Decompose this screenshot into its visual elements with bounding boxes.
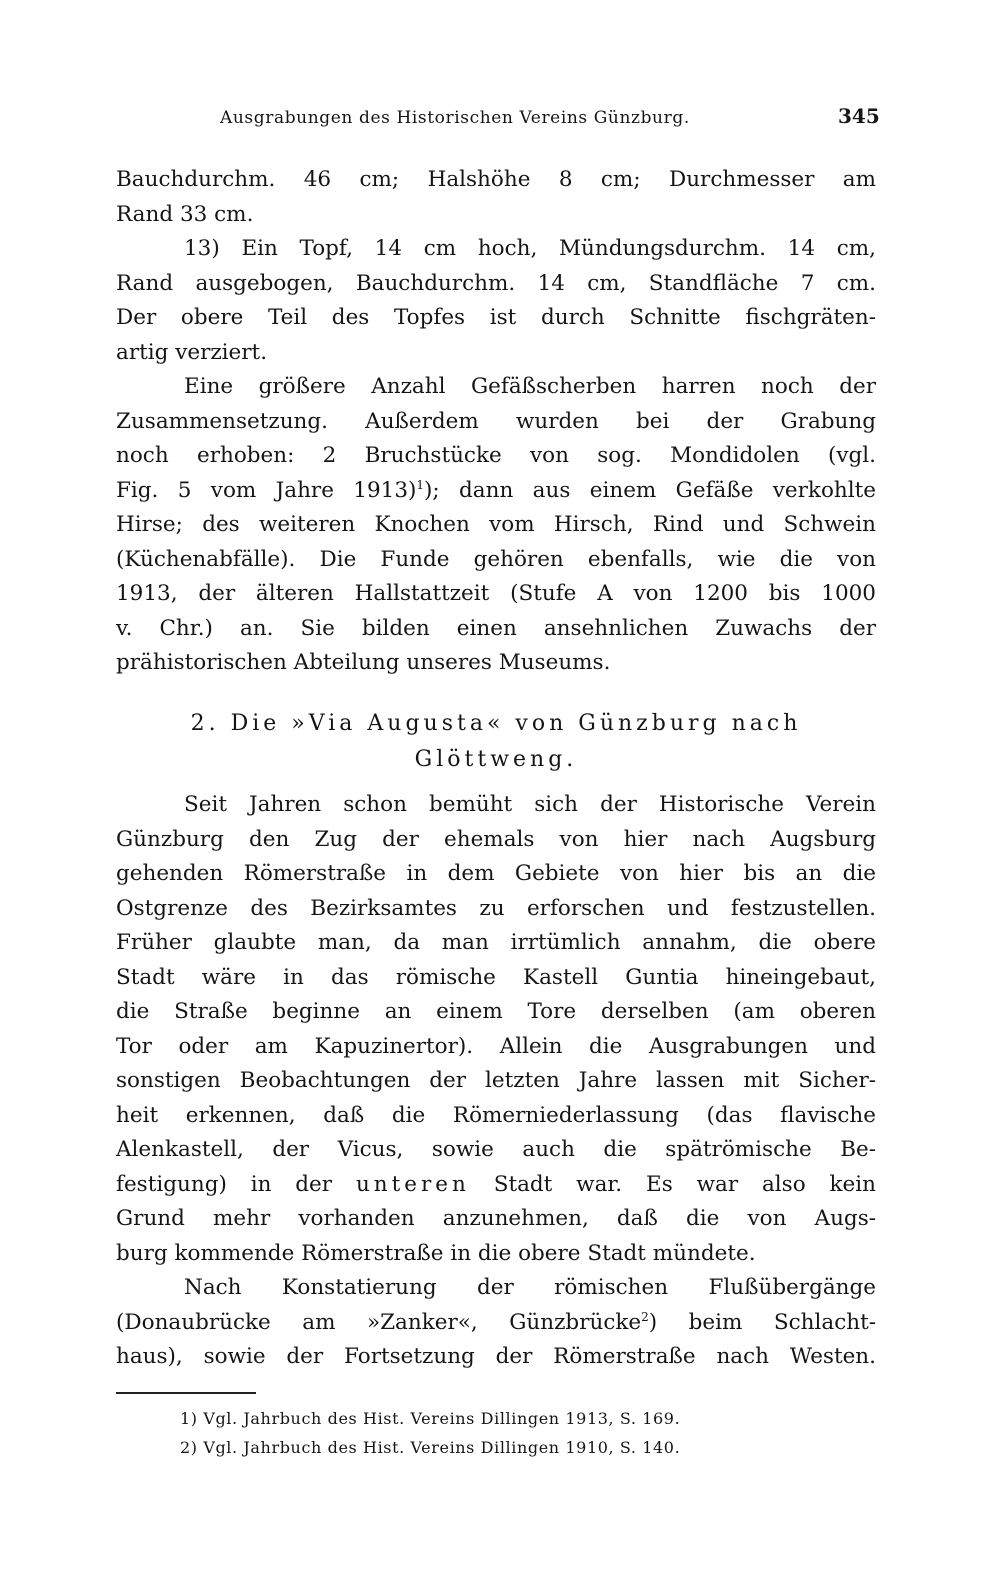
footnote-1: [180, 1404, 840, 1433]
footnote-text: Vgl. Jahrbuch des Hist. Vereins Dillingen 1910, S. 140.: [203, 1438, 681, 1457]
text-line: Stadt wäre in das römische Kastell Guntia hineingebaut,: [116, 964, 876, 990]
text-line: heit erkennen, daß die Römerniederlassung (das flavische: [116, 1102, 876, 1128]
heading-line-1: 2. Die »Via Augusta« von Günzburg nach: [190, 711, 802, 736]
text-segment: (Donaubrücke am »Zanker«, Günzbrücke: [116, 1309, 642, 1335]
text-line: noch erhoben: 2 Bruchstücke von sog. Mondidolen (vgl.: [116, 443, 876, 468]
text-line: gehenden Römerstraße in dem Gebiete von hier bis an die: [116, 861, 876, 886]
text-line: Früher glaubte man, da man irrtümlich annahm, die obere: [116, 930, 876, 955]
footnote-ref-1: 1: [416, 477, 425, 492]
text-line: Eine größere Anzahl Gefäßscherben harren noch der: [184, 374, 876, 399]
text-line: Zusammensetzung. Außerdem wurden bei der Grabung: [116, 408, 876, 434]
spaced-emphasis: unteren: [355, 1171, 470, 1197]
section-heading: [116, 706, 876, 778]
running-title: Ausgrabungen des Historischen Vereins Günzburg.: [220, 108, 690, 128]
text-line: die Straße beginne an einem Tore derselben (am oberen: [116, 999, 876, 1024]
text-line: Grund mehr vorhanden anzunehmen, daß die von Augs-: [116, 1206, 876, 1231]
footnote-mark: 2): [180, 1438, 198, 1457]
text-line: v. Chr.) an. Sie bilden einen ansehnlichen Zuwachs der: [116, 615, 876, 641]
section-continuation: [116, 163, 876, 681]
footnote-text: Vgl. Jahrbuch des Hist. Vereins Dillingen 1913, S. 169.: [203, 1409, 681, 1428]
text-segment: Fig. 5 vom Jahre 1913): [116, 477, 417, 503]
footnote-2: [180, 1433, 840, 1462]
section-via-augusta: [116, 788, 876, 1375]
footnote-rule: [116, 1392, 256, 1394]
text-segment: festigung) in der: [116, 1171, 356, 1197]
text-segment: Stadt war. Es war also kein: [469, 1171, 876, 1197]
footnote-mark: 1): [180, 1409, 198, 1428]
text-line: Tor oder am Kapuzinertor). Allein die Ausgrabungen und: [116, 1033, 876, 1059]
text-segment: ) beim Schlacht-: [648, 1309, 877, 1335]
text-line: Rand ausgebogen, Bauchdurchm. 14 cm, Standfläche 7 cm.: [116, 270, 876, 296]
text-line: Bauchdurchm. 46 cm; Halshöhe 8 cm; Durchmesser am: [116, 167, 876, 192]
text-line: (Küchenabfälle). Die Funde gehören ebenfalls, wie die von: [116, 546, 876, 572]
text-line: Der obere Teil des Topfes ist durch Schnitte fischgräten-: [116, 305, 876, 330]
text-line: haus), sowie der Fortsetzung der Römerstraße nach Westen.: [116, 1344, 876, 1369]
text-line: Nach Konstatierung der römischen Flußübergänge: [184, 1275, 876, 1300]
text-line-with-footnote: [116, 1306, 876, 1341]
footnote-ref-2: 2: [641, 1309, 649, 1324]
text-segment: ); dann aus einem Gefäße verkohlte: [424, 477, 876, 503]
text-line: Rand 33 cm.: [116, 201, 254, 227]
footnotes: [180, 1404, 840, 1462]
text-line: Hirse; des weiteren Knochen vom Hirsch, Rind und Schwein: [116, 512, 876, 537]
heading-line-2: Glöttweng.: [414, 747, 578, 772]
text-line: Alenkastell, der Vicus, sowie auch die spätrömische Be-: [116, 1137, 876, 1162]
page-number: 345: [838, 104, 880, 128]
text-line: sonstigen Beobachtungen der letzten Jahre lassen mit Sicher-: [116, 1068, 876, 1093]
text-line: prähistorischen Abteilung unseres Museums.: [116, 650, 611, 675]
text-line: artig verziert.: [116, 339, 268, 365]
text-line: 1913, der älteren Hallstattzeit (Stufe A von 1200 bis 1000: [116, 581, 876, 606]
text-line: Günzburg den Zug der ehemals von hier nach Augsburg: [116, 826, 876, 852]
text-line: 13) Ein Topf, 14 cm hoch, Mündungsdurchm. 14 cm,: [184, 236, 876, 261]
text-line-with-emphasis: [116, 1168, 876, 1203]
text-line: burg kommende Römerstraße in die obere Stadt mündete.: [116, 1240, 756, 1266]
text-line-with-footnote: [116, 474, 876, 509]
text-line: Seit Jahren schon bemüht sich der Historische Verein: [184, 792, 876, 817]
text-line: Ostgrenze des Bezirksamtes zu erforschen und festzustellen.: [116, 895, 876, 921]
